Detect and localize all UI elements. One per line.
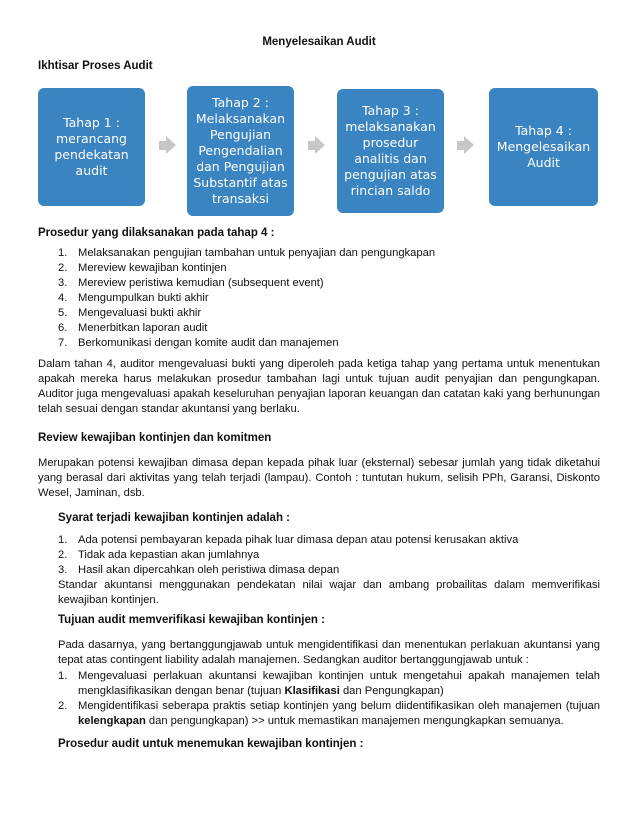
list-item: 2. Tidak ada kepastian akan jumlahnya xyxy=(58,549,260,561)
stage-4-paragraph: Dalam tahan 4, auditor mengevaluasi bukti yang diperoleh pada ketiga tahap yang pertama untuk menentukan apakah mereka harus melakukan prosedur tambahan lagi untuk tujuan audit penyajian dan pengungkapan. Auditor juga mengevaluasi apakah keseluruhan penyajian laporan keuangan dan catatan kaki yang berhunungan telah sesuai dengan standar akuntansi yang berlaku. xyxy=(38,358,600,415)
list-item: 2. Mereview kewajiban kontinjen xyxy=(58,262,227,274)
list-item: 3. Mereview peristiwa kemudian (subsequent event) xyxy=(58,277,324,289)
standard-paragraph: Standar akuntansi menggunakan pendekatan nilai wajar dan ambang probailitas dalam memverifikasi kewajiban kontinjen. xyxy=(58,579,600,606)
conditions-heading: Syarat terjadi kewajiban kontinjen adalah : xyxy=(58,512,290,524)
document-title: Menyelesaikan Audit xyxy=(262,36,376,48)
stage-1-box: Tahap 1 : merancang pendekatan audit xyxy=(38,88,145,206)
stage-2-box: Tahap 2 : Melaksanakan Pengujian Pengendalian dan Pengujian Substantif atas transaksi xyxy=(187,86,294,216)
procedures-list xyxy=(58,246,598,351)
find-procedures-heading: Prosedur audit untuk menemukan kewajiban kontinjen : xyxy=(58,738,364,750)
conditions-list xyxy=(58,533,598,578)
list-item: 3. Hasil akan dipercahkan oleh peristiwa dimasa depan xyxy=(58,564,340,576)
audit-process-diagram xyxy=(38,86,598,216)
overview-heading: Ikhtisar Proses Audit xyxy=(38,60,153,72)
list-item: 6. Menerbitkan laporan audit xyxy=(58,322,208,334)
objectives-list xyxy=(58,669,600,729)
list-item: 7. Berkomunikasi dengan komite audit dan manajemen xyxy=(58,337,339,349)
list-item: 1. Melaksanakan pengujian tambahan untuk penyajian dan pengungkapan xyxy=(58,247,436,259)
stage-4-box: Tahap 4 : Mengelesaikan Audit xyxy=(489,88,598,206)
list-item: 5. Mengevaluasi bukti akhir xyxy=(58,307,202,319)
list-item: 1. Mengevaluasi perlakuan akuntansi kewajiban kontinjen untuk mengetahui apakah manajemen telah mengklasifikasikan dengan benar (tujuan Klasifikasi dan Pengungkapan) xyxy=(58,670,600,697)
stage-3-box: Tahap 3 : melaksanakan prosedur analitis dan pengujian atas rincian saldo xyxy=(337,89,444,213)
objective-heading: Tujuan audit memverifikasi kewajiban kontinjen : xyxy=(58,614,325,626)
objective-paragraph: Pada dasarnya, yang bertanggungjawab untuk mengidentifikasi dan menentukan perlakuan akuntansi yang tepat atas contingent liability adalah manajemen. Sedangkan auditor bertanggungjawab untuk : xyxy=(58,639,600,666)
list-item: 1. Ada potensi pembayaran kepada pihak luar dimasa depan atau potensi kerusakan aktiva xyxy=(58,534,519,546)
procedures-heading: Prosedur yang dilaksanakan pada tahap 4 : xyxy=(38,227,275,239)
review-heading: Review kewajiban kontinjen dan komitmen xyxy=(38,432,272,444)
list-item: 2. Mengidentifikasi seberapa praktis setiap kontinjen yang belum diidentifikasikan oleh manajemen (tujuan kelengkapan dan pengungkapan) >> untuk memastikan manajemen mengungkapkan semuanya. xyxy=(58,700,600,727)
review-paragraph: Merupakan potensi kewajiban dimasa depan kepada pihak luar (eksternal) sebesar jumlah yang tidak diketahui yang berasal dari aktivitas yang telah terjadi (lampau). Contoh : tuntutan hukum, selisih PPh, Garansi, Diskonto Wesel, Jaminan, dsb. xyxy=(38,457,600,499)
list-item: 4. Mengumpulkan bukti akhir xyxy=(58,292,209,304)
